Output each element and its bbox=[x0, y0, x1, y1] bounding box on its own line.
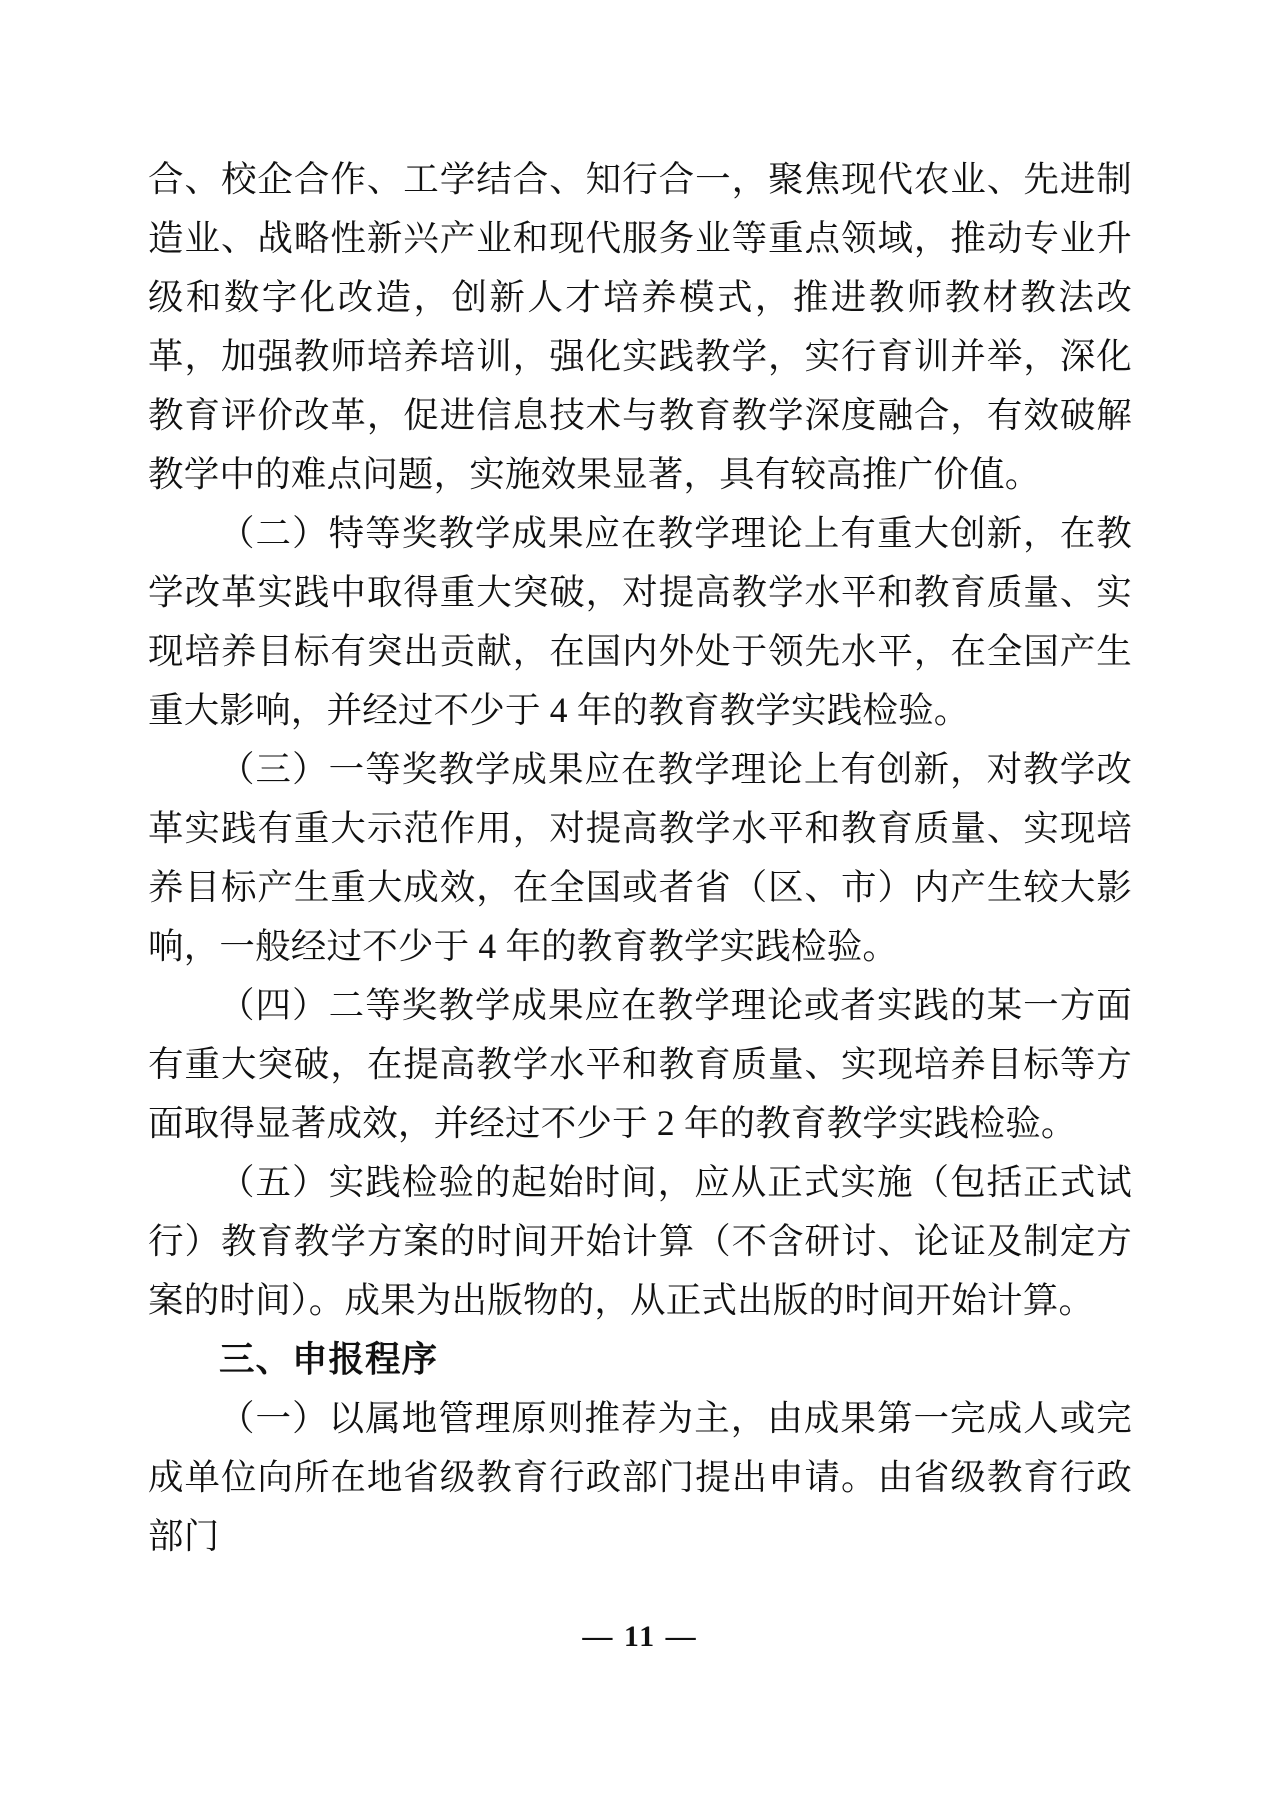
paragraph-continuation: 合、校企合作、工学结合、知行合一，聚焦现代农业、先进制造业、战略性新兴产业和现代服务业等重点领域，推动专业升级和数字化改造，创新人才培养模式，推进教师教材教法改革，加强教师培养培训，强化实践教学，实行育训并举，深化教育评价改革，促进信息技术与教育教学深度融合，有效破解教学中的难点问题，实施效果显著，具有较高推广价值。 bbox=[148, 159, 1132, 494]
paragraph-clause-three: （三）一等奖教学成果应在教学理论上有创新，对教学改革实践有重大示范作用，对提高教学水平和教育质量、实现培养目标产生重大成效，在全国或者省（区、市）内产生较大影响，一般经过不少于 4 年的教育教学实践检验。 bbox=[148, 749, 1132, 966]
section-heading-application-procedure: 三、申报程序 bbox=[219, 1339, 439, 1379]
document-body bbox=[148, 150, 1132, 1566]
page-number: — 11 — bbox=[582, 1620, 698, 1653]
paragraph-procedure-clause-one: （一）以属地管理原则推荐为主，由成果第一完成人或完成单位向所在地省级教育行政部门提出申请。由省级教育行政部门 bbox=[148, 1398, 1132, 1556]
paragraph-clause-four: （四）二等奖教学成果应在教学理论或者实践的某一方面有重大突破，在提高教学水平和教育质量、实现培养目标等方面取得显著成效，并经过不少于 2 年的教育教学实践检验。 bbox=[148, 985, 1132, 1143]
paragraph-clause-five: （五）实践检验的起始时间，应从正式实施（包括正式试行）教育教学方案的时间开始计算（不含研讨、论证及制定方案的时间）。成果为出版物的，从正式出版的时间开始计算。 bbox=[148, 1162, 1132, 1320]
paragraph-clause-two: （二）特等奖教学成果应在教学理论上有重大创新，在教学改革实践中取得重大突破，对提高教学水平和教育质量、实现培养目标有突出贡献，在国内外处于领先水平，在全国产生重大影响，并经过不少于 4 年的教育教学实践检验。 bbox=[148, 513, 1132, 730]
